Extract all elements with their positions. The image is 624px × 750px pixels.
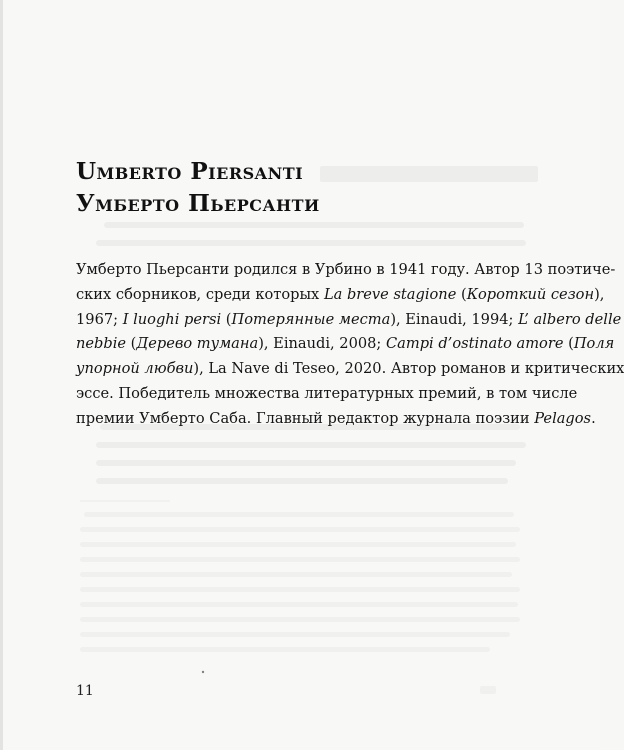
author-name-cyrillic: Умберто Пьерсанти (76, 190, 320, 217)
bio-line: 1967; I luoghi persi (Потерянные места), Einaudi, 1994; L’ albero delle (76, 310, 622, 328)
book-title-translation: Дерево тумана (136, 335, 259, 353)
book-title-translation: Поля (573, 335, 615, 353)
book-title: Campi d’ostinato amore (385, 335, 564, 353)
book-title: La breve stagione (323, 285, 457, 303)
author-name-heading (76, 156, 320, 220)
author-name-latin: Umberto Piersanti (76, 158, 304, 185)
bio-line: упорной любви), La Nave di Teseo, 2020. Автор романов и критических (76, 360, 624, 378)
bio-line: премии Умберто Саба. Главный редактор журнала поэзии Pelagos. (76, 409, 596, 427)
book-title: nebbie (76, 335, 127, 353)
bio-line: ских сборников, среди которых La breve stagione (Короткий сезон), (76, 285, 605, 303)
book-title-translation: Короткий сезон (466, 285, 595, 303)
page-number: 11 (76, 683, 94, 699)
book-title: L’ albero delle (518, 310, 622, 328)
book-title-translation: упорной любви (76, 360, 194, 378)
scan-edge (0, 0, 3, 750)
bio-line: эссе. Победитель множества литературных премий, в том числе (76, 384, 578, 402)
book-title: I luoghi persi (122, 310, 222, 328)
author-biography (76, 258, 624, 432)
journal-title: Pelagos (534, 409, 592, 427)
bio-line: nebbie (Дерево тумана), Einaudi, 2008; Campi d’ostinato amore (Поля (76, 335, 615, 353)
book-title-translation: Потерянные места (231, 310, 391, 328)
bio-line: Умберто Пьерсанти родился в Урбино в 1941 году. Автор 13 поэтиче- (76, 261, 616, 278)
